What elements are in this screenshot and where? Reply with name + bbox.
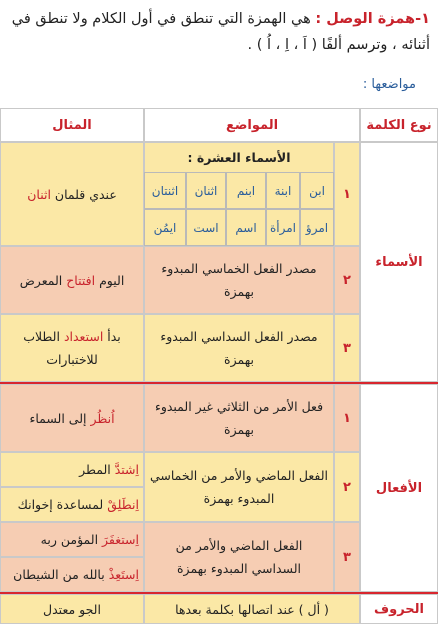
intro-paragraph bbox=[6, 6, 430, 58]
example-highlight: استعداد bbox=[63, 329, 104, 344]
row-number: ١ bbox=[334, 142, 360, 246]
noun-word: است bbox=[186, 209, 226, 246]
example-text: الطلاب للاختبارات bbox=[23, 329, 98, 367]
row-number: ٢ bbox=[334, 246, 360, 314]
row-number: ٣ bbox=[334, 314, 360, 382]
example-cell bbox=[0, 384, 144, 452]
type-verbs: الأفعال bbox=[360, 384, 438, 592]
example-highlight: اِنطَلِقْ bbox=[107, 497, 139, 512]
example-highlight: اِشتدَّ bbox=[114, 462, 139, 477]
noun-word: اسم bbox=[226, 209, 266, 246]
noun-word: اثنان bbox=[186, 172, 226, 209]
noun-word: ابن bbox=[300, 172, 334, 209]
row-number: ١ bbox=[334, 384, 360, 452]
example-highlight: اُنظُر bbox=[90, 410, 115, 426]
example-highlight: اثنان bbox=[27, 186, 51, 202]
noun-word: ايمُن bbox=[144, 209, 186, 246]
noun-word: امرأة bbox=[266, 209, 300, 246]
example-text: إلى السماء bbox=[29, 410, 91, 426]
ten-nouns-title: الأسماء العشرة : bbox=[187, 150, 291, 165]
header-type: نوع الكلمة bbox=[360, 108, 438, 142]
intro-definition: هي الهمزة التي تنطق في أول الكلام ولا تنطق في أثنائه ، وترسم ألفًا ( اَ ، اِ ، اُ ) . bbox=[11, 11, 430, 53]
place-cell: مصدر الفعل الخماسي المبدوء بهمزة bbox=[144, 246, 334, 314]
example-highlight: افتتاح bbox=[66, 272, 96, 288]
type-letters: الحروف bbox=[360, 594, 438, 624]
noun-word: اثنتان bbox=[144, 172, 186, 209]
example-cell bbox=[0, 246, 144, 314]
noun-word: امرؤ bbox=[300, 209, 334, 246]
example-text: المطر bbox=[79, 462, 115, 477]
place-cell: الفعل الماضي والأمر من السداسي المبدوء بهمزة bbox=[144, 522, 334, 592]
row-number: ٣ bbox=[334, 522, 360, 592]
place-cell: الفعل الماضي والأمر من الخماسي المبدوء بهمزة bbox=[144, 452, 334, 522]
example-cell: الجو معتدل bbox=[0, 594, 144, 624]
places-subheading: مواضعها : bbox=[362, 77, 416, 92]
noun-word: ابنم bbox=[226, 172, 266, 209]
header-places: المواضع bbox=[144, 108, 360, 142]
example-cell bbox=[0, 522, 144, 557]
example-text: بالله من الشيطان bbox=[13, 567, 109, 582]
example-cell bbox=[0, 452, 144, 487]
example-cell bbox=[0, 487, 144, 522]
place-cell: مصدر الفعل السداسي المبدوء بهمزة bbox=[144, 314, 334, 382]
example-text: عندي قلمان bbox=[50, 186, 117, 202]
example-cell bbox=[0, 142, 144, 246]
noun-word: ابنة bbox=[266, 172, 300, 209]
example-cell bbox=[0, 557, 144, 592]
example-text: لمساعدة إخوانك bbox=[17, 497, 108, 512]
example-text: بدأ bbox=[103, 329, 121, 344]
place-cell: ( أل ) عند اتصالها بكلمة بعدها bbox=[144, 594, 360, 624]
header-example: المثال bbox=[0, 108, 144, 142]
place-cell: فعل الأمر من الثلاثي غير المبدوء بهمزة bbox=[144, 384, 334, 452]
example-cell bbox=[0, 314, 144, 382]
row-number: ٢ bbox=[334, 452, 360, 522]
example-text: المؤمن ربه bbox=[40, 532, 103, 547]
type-nouns: الأسماء bbox=[360, 142, 438, 382]
intro-heading: ١-همزة الوصل : bbox=[315, 11, 430, 27]
example-text: المعرض bbox=[19, 272, 67, 288]
example-highlight: اِستَعِذْ bbox=[108, 567, 139, 582]
example-highlight: اِستغفَرَ bbox=[102, 532, 139, 547]
example-text: اليوم bbox=[95, 272, 125, 288]
